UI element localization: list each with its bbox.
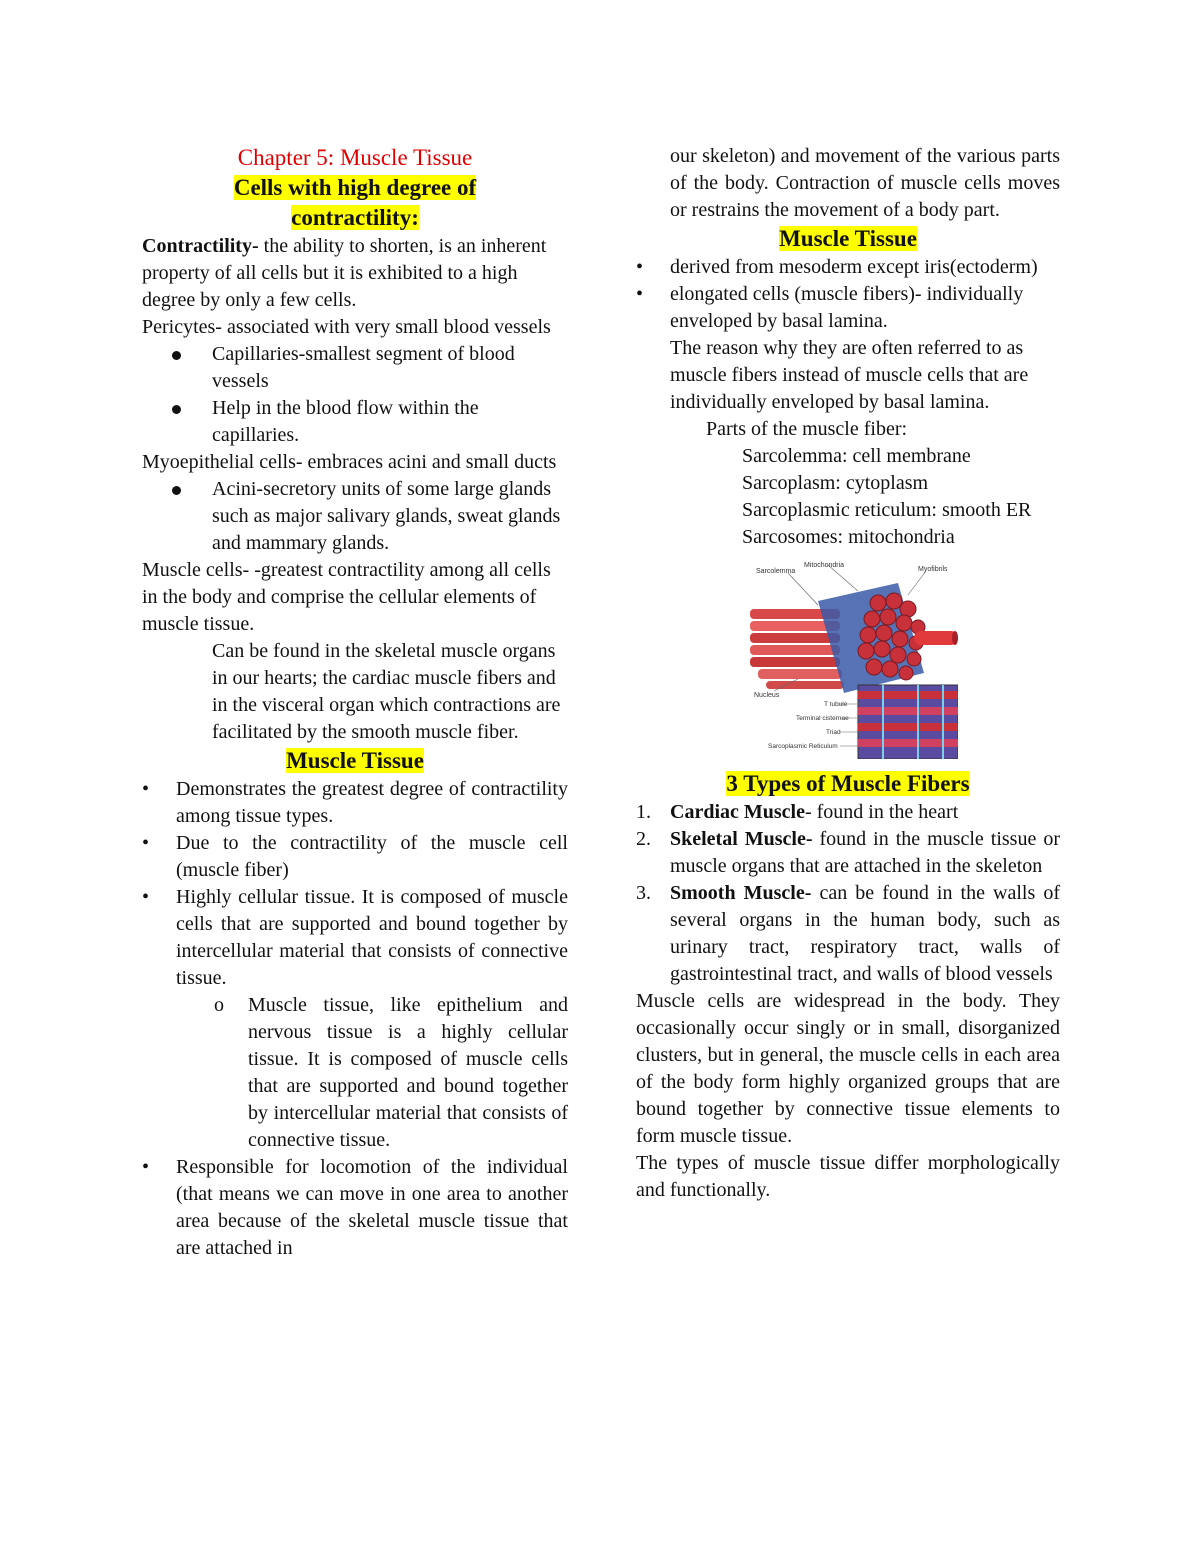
list-item: • Responsible for locomotion of the individual (that means we can move in one area to another area because of the skeletal muscle tissue that are attached in: [142, 1156, 568, 1259]
label-t-tubule: T tubule: [824, 701, 848, 708]
bullet-dot-icon: [172, 405, 181, 414]
list-item: • Highly cellular tissue. It is composed of muscle cells that are supported and bound together by intercellular material that consists of connective tissue.: [142, 886, 568, 989]
muscle-tissue-bullets: [142, 776, 568, 992]
heading-muscle-tissue-left: Muscle Tissue: [286, 748, 424, 773]
muscle-cells-note: Can be found in the skeletal muscle organs in our hearts; the cardiac muscle fibers and in the visceral organ which contractions are facilitated by the smooth muscle fiber.: [212, 640, 561, 743]
part-item: Sarcolemma: cell membrane: [742, 445, 971, 467]
muscle-fiber-illustration: [748, 561, 958, 759]
heading-high-contractility: [142, 173, 568, 233]
fiber-types-list: [636, 799, 1060, 988]
bullet-icon: •: [142, 886, 150, 908]
list-item: 3. Smooth Muscle- can be found in the walls of several organs in the human body, such as urinary tract, respiratory tract, walls of gastrointestinal tract, and walls of blood vessels: [636, 882, 1060, 985]
list-item: Acini-secretory units of some large glands such as major salivary glands, sweat glands and mammary glands.: [142, 476, 568, 557]
part-item: Sarcoplasmic reticulum: smooth ER: [742, 499, 1032, 521]
bullet-icon: •: [142, 832, 150, 854]
contractility-term: Contractility-: [142, 235, 259, 257]
list-item: o Muscle tissue, like epithelium and nervous tissue is a highly cellular tissue. It is composed of muscle cells that are supported and bound together by intercellular material that consists of connective tissue.: [214, 994, 568, 1151]
list-item: • Demonstrates the greatest degree of contractility among tissue types.: [142, 778, 568, 827]
bullet-icon: •: [636, 283, 644, 305]
heading-line-2: contractility:: [291, 205, 419, 230]
muscle-fiber-parts: [636, 416, 1060, 551]
bullet-dot-icon: [172, 351, 181, 360]
muscle-cells-text: Muscle cells- -greatest contractility among all cells in the body and comprise the cellular elements of muscle tissue.: [142, 559, 551, 635]
sub-bullet-list: [142, 992, 568, 1154]
label-mitochondria: Mitochondria: [804, 562, 845, 569]
myoepithelial-text: Myoepithelial cells- embraces acini and small ducts: [142, 451, 557, 473]
label-sarcoplasmic-reticulum: Sarcoplasmic Reticulum: [768, 743, 838, 750]
bullet-dot-icon: [172, 486, 181, 495]
heading-line-1: Cells with high degree of: [233, 175, 477, 200]
right-bullets: [636, 254, 1060, 335]
part-item: Sarcoplasm: cytoplasm: [742, 472, 929, 494]
list-item: Help in the blood flow within the capillaries.: [142, 395, 568, 449]
list-item: Capillaries-smallest segment of blood vessels: [142, 341, 568, 395]
label-nucleus: Nucleus: [754, 692, 780, 699]
pericytes-list: [142, 341, 568, 449]
contractility-text: the ability to shorten, is an inherent property of all cells but it is exhibited to a high degree by only a few cells.: [142, 235, 547, 311]
label-triad: Triad: [826, 729, 841, 736]
bullet-icon: •: [142, 1156, 150, 1178]
parts-title: Parts of the muscle fiber:: [706, 418, 908, 440]
chapter-title: Chapter 5: Muscle Tissue: [237, 145, 473, 170]
paragraph-widespread: Muscle cells are widespread in the body. They occasionally occur singly or in small, disorganized clusters, but in general, the muscle cells in each area of the body form highly organized groups that are bound together by connective tissue elements to form muscle tissue.: [636, 990, 1060, 1147]
list-item: 2. Skeletal Muscle- found in the muscle tissue or muscle organs that are attached in the skeleton: [636, 828, 1060, 877]
list-item: • Due to the contractility of the muscle cell (muscle fiber): [142, 832, 568, 881]
label-myofibrils: Myofibrils: [918, 566, 948, 573]
bullet-icon: •: [636, 256, 644, 278]
list-item: • derived from mesoderm except iris(ectoderm): [636, 254, 1060, 281]
locomotion-bullet: [142, 1154, 568, 1262]
circle-bullet-icon: o: [214, 994, 224, 1016]
reason-text: The reason why they are often referred to as muscle fibers instead of muscle cells that are individually enveloped by basal lamina.: [670, 337, 1029, 413]
heading-muscle-tissue-right: Muscle Tissue: [779, 226, 917, 251]
label-sarcolemma: Sarcolemma: [756, 568, 796, 575]
pericytes-text: Pericytes- associated with very small blood vessels: [142, 316, 551, 338]
contractility-definition: [142, 233, 568, 314]
continuation-text: our skeleton) and movement of the various parts of the body. Contraction of muscle cells moves or restrains the movement of a body part.: [670, 145, 1060, 221]
list-item: • elongated cells (muscle fibers)- individually enveloped by basal lamina.: [636, 283, 1024, 332]
myoepithelial-list: [142, 476, 568, 557]
left-column: [142, 143, 568, 1262]
paragraph-types-differ: The types of muscle tissue differ morphologically and functionally.: [636, 1152, 1060, 1201]
right-column: [636, 143, 1060, 1204]
inset-detail: [858, 685, 958, 759]
part-item: Sarcosomes: mitochondria: [742, 526, 955, 548]
bullet-icon: •: [142, 778, 150, 800]
muscle-fiber-diagram: [748, 561, 958, 759]
label-terminal-cisternae: Terminal cisternae: [796, 715, 849, 722]
list-item: 1. Cardiac Muscle- found in the heart: [636, 801, 959, 823]
heading-types-of-fibers: 3 Types of Muscle Fibers: [726, 771, 970, 796]
